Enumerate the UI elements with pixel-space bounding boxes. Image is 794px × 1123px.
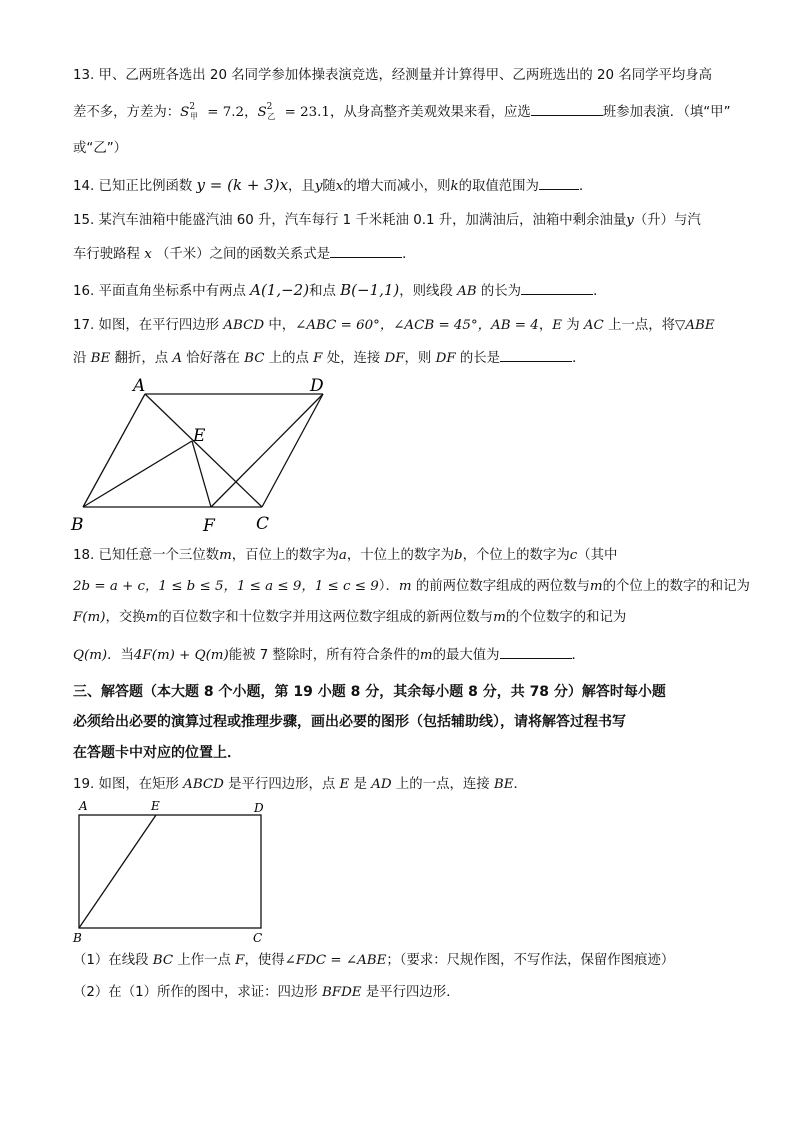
q13-answer-blank[interactable]	[531, 102, 603, 116]
variance-jia-symbol: S	[180, 105, 190, 120]
q13-line-3: 或“乙”）	[73, 141, 128, 156]
section-3-heading-line-1: 三、解答题（本大题 8 个小题，第 19 小题 8 分，其余每小题 8 分，共 78 分）解答时每小题	[73, 684, 666, 700]
rectangle-abcd	[79, 815, 261, 928]
variance-yi-subscript: 乙	[267, 112, 276, 121]
q17-line-2: 沿 BE 翻折，点 A 恰好落在 BC 上的点 F 处，连接 DF，则 DF 的长是 ．	[73, 348, 585, 369]
label-e: E	[193, 426, 206, 446]
q13-line-1: 13. 甲、乙两班各选出 20 名同学参加体操表演竞选，经测量并计算得甲、乙两班选出的 20 名同学平均身高	[73, 68, 713, 83]
label-b: B	[73, 931, 82, 945]
q13-line-2: 差不多，方差为：$S^2_甲 = 7.2$，$S^2_乙 = 23.1$，从身高整齐美观效果来看，应选 班参加表演．（填“甲”	[73, 102, 731, 121]
q19-rectangle-figure	[70, 798, 275, 948]
variance-jia-subscript: 甲	[190, 112, 199, 121]
q16-line: 16. 平面直角坐标系中有两点 A(1,−2)和点 B(−1,1)，则线段 AB 的长为 ．	[73, 281, 607, 299]
variance-yi-value: = 23.1	[280, 105, 330, 120]
label-a: A	[79, 799, 88, 813]
segment-be	[79, 815, 156, 928]
point-a: A(1,−2)	[250, 281, 310, 299]
label-b: B	[71, 515, 84, 535]
q13-text-a: 差不多，方差为：	[73, 105, 181, 120]
label-c: C	[256, 514, 270, 534]
q16-answer-blank[interactable]	[521, 281, 593, 295]
point-b: B(−1,1)	[340, 281, 400, 299]
q19-angle-condition: ∠FDC = ∠ABE	[284, 953, 387, 968]
label-e: E	[151, 799, 160, 813]
segment-be	[83, 441, 192, 507]
segment-ef	[192, 441, 211, 507]
q18-answer-blank[interactable]	[500, 645, 572, 659]
label-d: D	[254, 801, 264, 815]
segment-dc	[262, 394, 323, 507]
q19-part-1: （1）在线段 BC 上作一点 F，使得∠FDC = ∠ABE；（要求：尺规作图，不写作法，保留作图痕迹）	[73, 953, 675, 968]
section-3-heading-line-2: 必须给出必要的演算过程或推理步骤，画出必要的图形（包括辅助线），请将解答过程书写	[73, 714, 626, 730]
q18-line-1: 18. 已知任意一个三位数m，百位上的数字为a，十位上的数字为b，个位上的数字为c（其中	[73, 548, 618, 563]
label-f: F	[203, 516, 215, 536]
q18-line-4: Q(m)．当4F(m) + Q(m)能被 7 整除时，所有符合条件的m的最大值为 ．	[73, 645, 585, 666]
section-3-heading-line-3: 在答题卡中对应的位置上．	[73, 745, 241, 761]
segment-ab	[83, 394, 145, 507]
q15-line-1: 15. 某汽车油箱中能盛汽油 60 升，汽车每行 1 千米耗油 0.1 升，加满油后，油箱中剩余油量y（升）与汽	[73, 213, 701, 228]
q15-line-2: 车行驶路程 x （千米）之间的函数关系式是 ．	[73, 244, 416, 265]
q18-conditions: 2b = a + c，1 ≤ b ≤ 5，1 ≤ a ≤ 9，1 ≤ c ≤ 9	[73, 579, 379, 594]
q17-line-1: 17. 如图，在平行四边形 ABCD 中，∠ABC = 60°，∠ACB = 45°，AB = 4，E 为 AC 上一点，将▽ABE	[73, 318, 715, 333]
q18-expression: 4F(m) + Q(m)	[133, 648, 229, 663]
q14-answer-blank[interactable]	[539, 176, 579, 190]
q15-answer-blank[interactable]	[330, 244, 402, 258]
segment-ac	[145, 394, 262, 507]
q19-line-1: 19. 如图，在矩形 ABCD 是平行四边形，点 E 是 AD 上的一点，连接 BE．	[73, 777, 527, 792]
q14-formula: y = (k + 3)x	[196, 176, 289, 194]
label-c: C	[253, 931, 263, 945]
variance-yi-symbol: S	[257, 105, 267, 120]
q17-answer-blank[interactable]	[500, 348, 572, 362]
q17-parallelogram-figure	[70, 372, 340, 537]
variance-jia-value: = 7.2	[203, 105, 245, 120]
label-d: D	[310, 376, 324, 396]
q19-part-2: （2）在（1）所作的图中，求证：四边形 BFDE 是平行四边形．	[73, 985, 460, 1000]
label-a: A	[133, 376, 146, 396]
q18-line-2: 2b = a + c，1 ≤ b ≤ 5，1 ≤ a ≤ 9，1 ≤ c ≤ 9）．m 的前两位数字组成的两位数与m的个位上的数字的和记为	[73, 579, 750, 594]
q14-line: 14. 已知正比例函数 y = (k + 3)x，且y随x的增大而减小，则k的取值范围为 ．	[73, 176, 593, 194]
q18-line-3: F(m)，交换m的百位数字和十位数字并用这两位数字组成的新两位数与m的个位数字的和记为	[73, 610, 627, 625]
segment-df	[211, 394, 323, 507]
q17-conditions: ∠ABC = 60°，∠ACB = 45°，AB = 4	[295, 318, 539, 333]
